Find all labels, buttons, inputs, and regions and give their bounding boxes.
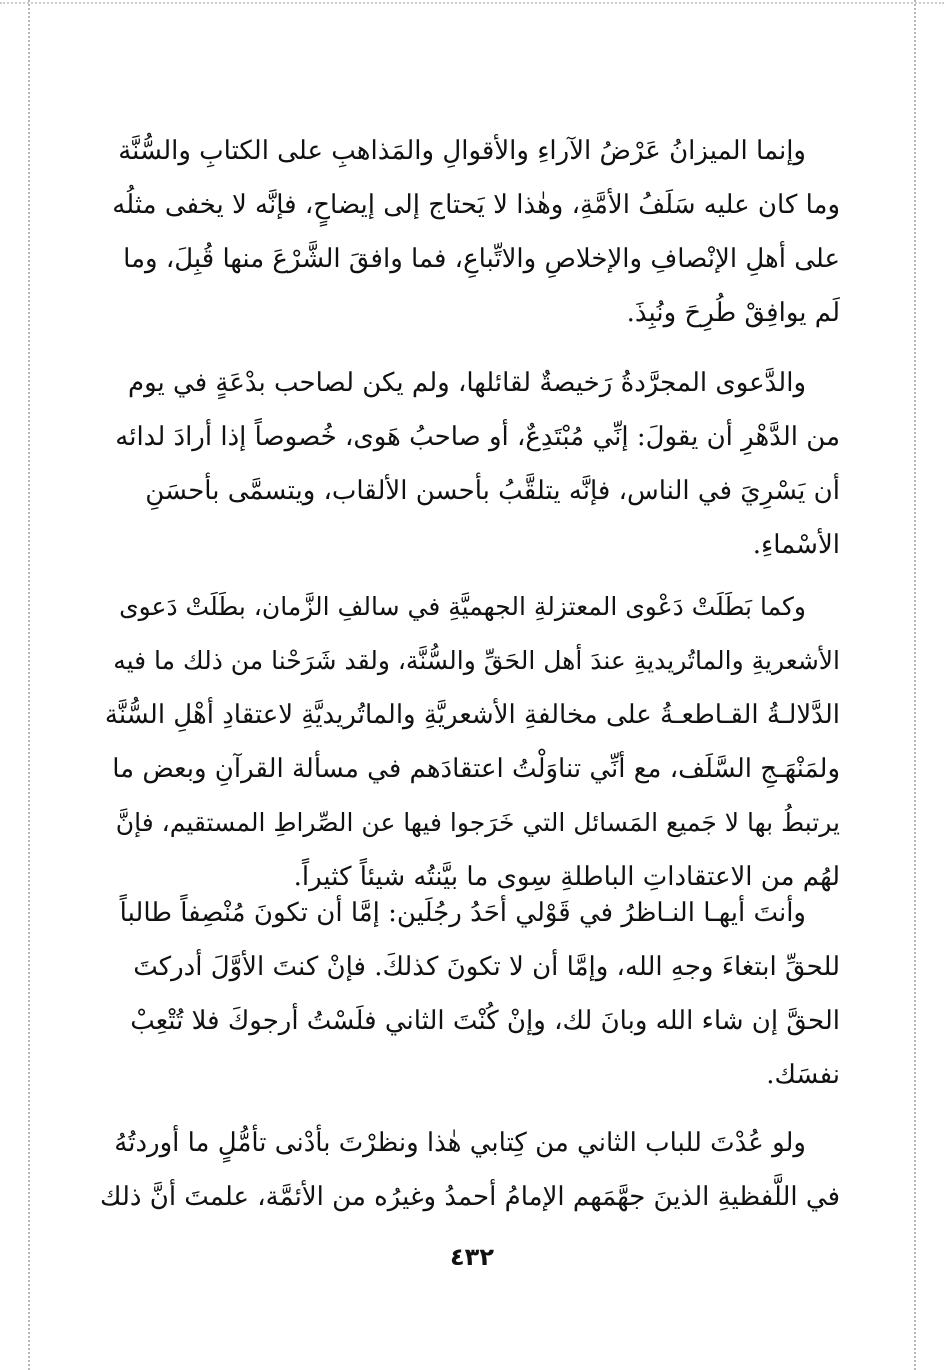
scan-edge-top — [0, 2, 944, 4]
paragraph-1 — [98, 124, 840, 340]
text-line: الأشعريةِ والماتُريديةِ عندَ أهل الحَقِّ والسُّنَّة، ولقد شَرَحْنا من ذلك ما فيه — [113, 646, 840, 675]
text-line: لهُم من الاعتقاداتِ الباطلةِ سِوى ما بيَّنتُه شيئاً كثيراً. — [293, 862, 840, 892]
text-line: الدَّلالـةُ القـاطعـةُ على مخالفةِ الأشعريَّةِ والماتُريديَّةِ لاعتقادِ أهْلِ السُّنَّة — [104, 700, 840, 730]
paragraph-2 — [98, 356, 840, 572]
text-line: وما كان عليه سَلَفُ الأمَّةِ، وهٰذا لا يَحتاج إلى إيضاحٍ، فإنَّه لا يخفى مثلُه — [112, 190, 840, 220]
text-line: نفسَك. — [766, 1060, 840, 1090]
paragraph-5 — [98, 1116, 840, 1224]
scan-edge-right — [914, 0, 916, 1370]
text-line: يرتبطُ بها لا جَميع المَسائل التي خَرَجوا فيها عن الصِّراطِ المستقيم، فإنَّ — [115, 808, 840, 837]
text-line: الحقَّ إن شاء الله وبانَ لك، وإنْ كُنْتَ الثاني فلَسْتُ أرجوكَ فلا تُتْعِبْ — [130, 1006, 840, 1036]
paragraph-3 — [98, 580, 840, 904]
text-line: وإنما الميزانُ عَرْضُ الآراءِ والأقوالِ والمَذاهبِ على الكتابِ والسُّنَّة — [118, 136, 806, 166]
text-line: ولمَنْهَـجِ السَّلَف، مع أنِّي تناوَلْتُ اعتقادَهم في مسألة القرآنِ وبعض ما — [112, 754, 840, 784]
text-line: للحقِّ ابتغاءَ وجهِ الله، وإمَّا أن لا تكونَ كذلكَ. فإنْ كنتَ الأوَّلَ أدركتَ — [133, 952, 840, 982]
text-line: وأنتَ أيهـا النـاظرُ في قَوْلي أحَدُ رجُلَين: إمَّا أن تكونَ مُنْصِفاً طالباً — [119, 898, 806, 928]
page-number: ٤٣٢ — [450, 1243, 494, 1271]
text-line: لَم يوافِقْ طُرِحَ ونُبِذَ. — [626, 298, 840, 328]
text-line: وكما بَطَلَتْ دَعْوى المعتزلةِ الجهميَّةِ في سالفِ الزَّمان، بطَلَتْ دَعوى — [119, 592, 806, 621]
text-line: أن يَسْرِيَ في الناس، فإنَّه يتلقَّبُ بأحسن الألقاب، ويتسمَّى بأحسَنِ — [145, 476, 840, 506]
text-line: ولو عُدْتَ للباب الثاني من كِتابي هٰذا ونظرْتَ بأدْنى تأمُّلٍ ما أوردتُهُ — [114, 1128, 806, 1158]
text-line: الأسْماءِ. — [752, 530, 840, 560]
text-line: على أهلِ الإنْصافِ والإخلاصِ والاتِّباعِ، فما وافقَ الشَّرْعَ منها قُبِلَ، وما — [123, 244, 840, 274]
text-line: والدَّعوى المجرَّدةُ رَخيصةٌ لقائلها، ولم يكن لصاحب بدْعَةٍ في يوم — [128, 368, 806, 398]
text-line: في اللَّفظيةِ الذينَ جهَّمَهم الإمامُ أحمدُ وغيرُه من الأئمَّة، علمتَ أنَّ ذلك — [100, 1182, 840, 1212]
scan-edge-left — [28, 0, 30, 1370]
text-line: من الدَّهْرِ أن يقولَ: إنِّي مُبْتَدِعٌ، أو صاحبُ هَوى، خُصوصاً إذا أرادَ لدائه — [115, 422, 840, 452]
paragraph-4 — [98, 886, 840, 1102]
